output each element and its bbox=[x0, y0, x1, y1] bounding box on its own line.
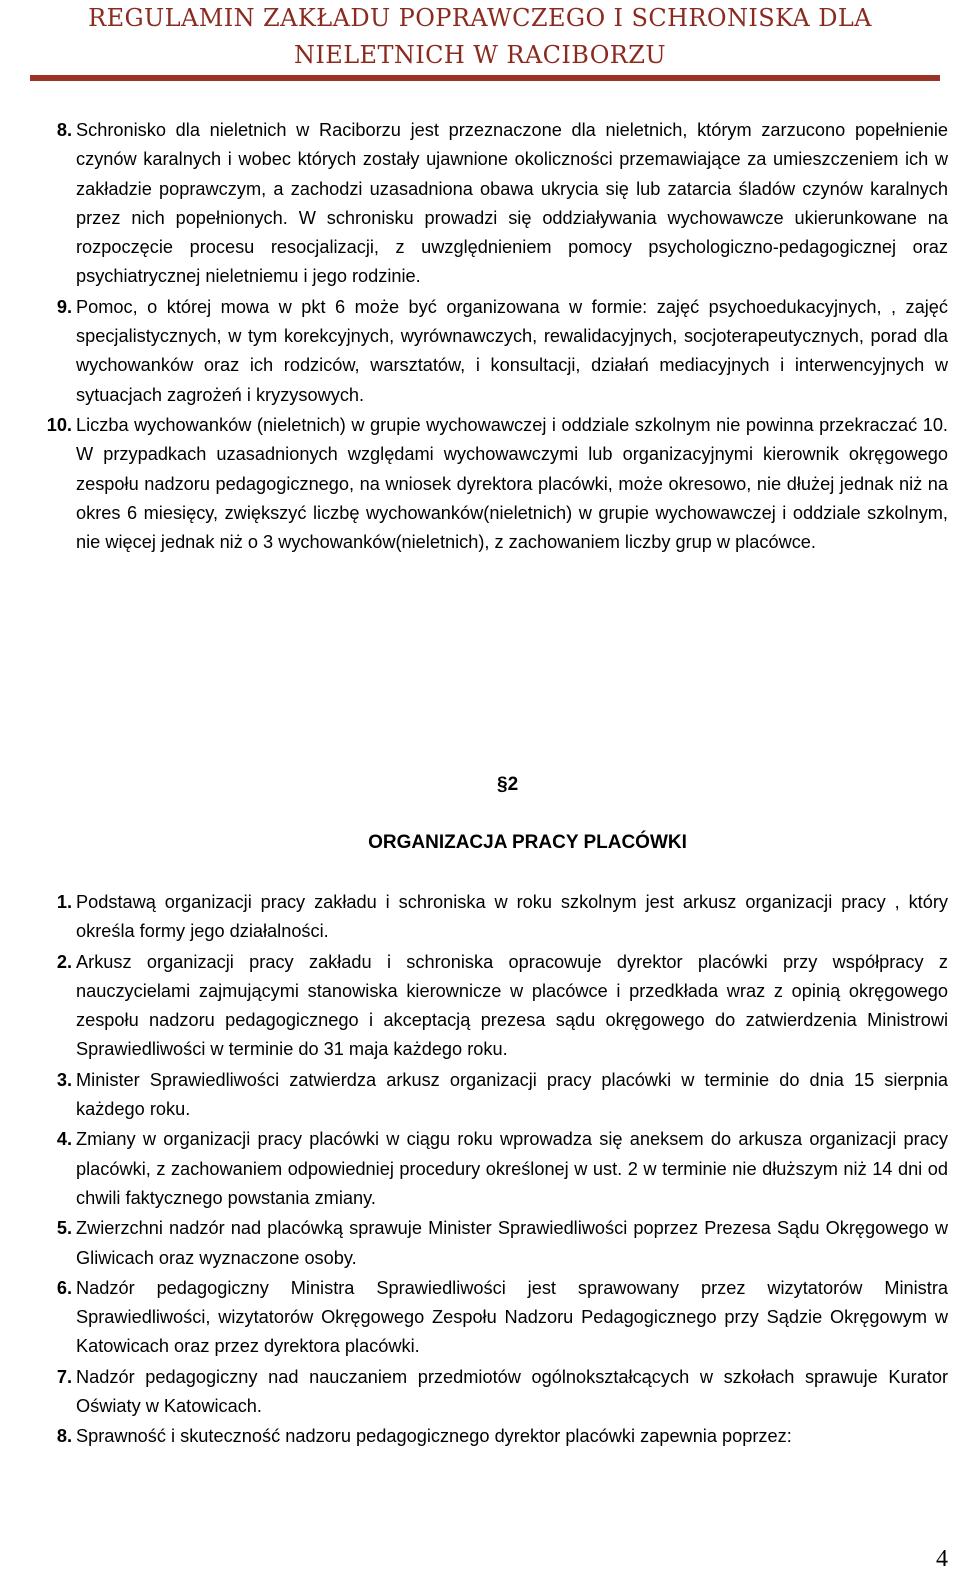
list-item-text: Schronisko dla nieletnich w Raciborzu jest przeznaczone dla nieletnich, którym zarzucono popełnienie czynów karalnych i wobec których zostały ujawnione okoliczności przemawiające za umieszczeniem ich w zakładzie poprawczym, a zachodzi uzasadniona obawa ukrycia się lub zatarcia śladów czynów karalnych przez nich popełnionych. W schronisku prowadzi się oddziaływania wychowawcze ukierunkowane na rozpoczęcie procesu resocjalizacji, z uwzględnieniem pomocy psychologiczno-pedagogicznej oraz psychiatrycznej nieletniemu i jego rodzinie. bbox=[76, 120, 948, 287]
page-number: 4 bbox=[936, 1546, 948, 1572]
list-item bbox=[36, 888, 948, 947]
list-item bbox=[36, 1363, 948, 1422]
list-item-number: 2. bbox=[56, 951, 72, 972]
list-item bbox=[36, 1422, 948, 1451]
list-item-number: 8. bbox=[56, 120, 72, 140]
list-item-text: Nadzór pedagogiczny nad nauczaniem przedmiotów ogólnokształcących w szkołach sprawuje Kurator Oświaty w Katowicach. bbox=[76, 1366, 948, 1417]
list-item-number: 7. bbox=[56, 1366, 72, 1387]
list-item-number: 9. bbox=[56, 296, 72, 317]
document-header bbox=[0, 0, 960, 74]
list-item-number: 10. bbox=[46, 414, 72, 435]
section-number: §2 bbox=[497, 774, 519, 795]
list-item-number: 4. bbox=[56, 1129, 72, 1150]
section-title: ORGANIZACJA PRACY PLACÓWKI bbox=[368, 832, 687, 853]
list-item-text: Minister Sprawiedliwości zatwierdza arkusz organizacji pracy placówki w terminie do dnia 15 sierpnia każdego roku. bbox=[76, 1069, 948, 1120]
section-1-list bbox=[36, 116, 948, 558]
header-title-line-1: REGULAMIN ZAKŁADU POPRAWCZEGO I SCHRONISKA DLA bbox=[88, 4, 872, 32]
list-item-text: Zwierzchni nadzór nad placówką sprawuje Minister Sprawiedliwości poprzez Prezesa Sądu Okręgowego w Gliwicach oraz wyznaczone osoby. bbox=[76, 1218, 948, 1268]
list-item-number: 6. bbox=[56, 1277, 72, 1298]
list-item-text: Zmiany w organizacji pracy placówki w ciągu roku wprowadza się aneksem do arkusza organizacji pracy placówki, z zachowaniem odpowiedniej procedury określonej w ust. 2 w terminie nie dłuższym niż 14 dni od chwili faktycznego powstania zmiany. bbox=[76, 1129, 948, 1208]
list-item-number: 3. bbox=[56, 1069, 72, 1090]
list-item-number: 1. bbox=[56, 892, 72, 912]
header-rule bbox=[30, 75, 940, 81]
list-item-number: 5. bbox=[56, 1218, 72, 1239]
list-item bbox=[36, 948, 948, 1065]
list-item bbox=[36, 411, 948, 557]
section-2-list bbox=[36, 888, 948, 1453]
list-item bbox=[36, 1125, 948, 1213]
list-item bbox=[36, 1274, 948, 1362]
list-item bbox=[36, 1066, 948, 1125]
list-item-text: Nadzór pedagogiczny Ministra Sprawiedliwości jest sprawowany przez wizytatorów Ministra Sprawiedliwości, wizytatorów Okręgowego Zespołu Nadzoru Pedagogicznego przy Sądzie Okręgowym w Katowicach oraz przez dyrektora placówki. bbox=[76, 1277, 948, 1357]
list-item-text: Pomoc, o której mowa w pkt 6 może być organizowana w formie: zajęć psychoedukacyjnych, , zajęć specjalistycznych, w tym korekcyjnych, wyrównawczych, rewalidacyjnych, socjoterapeutycznych, porad dla wychowanków oraz ich rodziców, warsztatów, i konsultacji, działań mediacyjnych i interwencyjnych w sytuacjach zagrożeń i kryzysowych. bbox=[76, 296, 948, 405]
header-title-line-2: NIELETNICH W RACIBORZU bbox=[294, 41, 666, 69]
list-item-text: Arkusz organizacji pracy zakładu i schroniska opracowuje dyrektor placówki przy współpracy z nauczycielami zajmującymi stanowiska kierownicze w placówce i przedkłada wraz z opinią okręgowego zespołu nadzoru pedagogicznego i akceptacją prezesa sądu okręgowego do zatwierdzenia Ministrowi Sprawiedliwości w terminie do 31 maja każdego roku. bbox=[76, 951, 948, 1060]
list-item bbox=[36, 116, 948, 292]
list-item-text: Podstawą organizacji pracy zakładu i schroniska w roku szkolnym jest arkusz organizacji pracy , który określa formy jego działalności. bbox=[76, 892, 948, 942]
list-item-text: Liczba wychowanków (nieletnich) w grupie wychowawczej i oddziale szkolnym nie powinna przekraczać 10. W przypadkach uzasadnionych względami wychowawczymi lub organizacyjnymi kierownik okręgowego zespołu nadzoru pedagogicznego, na wniosek dyrektora placówki, może okresowo, nie dłużej jednak niż na okres 6 miesięcy, zwiększyć liczbę wychowanków(nieletnich) w grupie wychowawczej i oddziale szkolnym, nie więcej jednak niż o 3 wychowanków(nieletnich), z zachowaniem liczby grup w placówce. bbox=[76, 414, 948, 553]
list-item bbox=[36, 293, 948, 410]
list-item-number: 8. bbox=[56, 1426, 72, 1447]
list-item bbox=[36, 1214, 948, 1273]
list-item-text: Sprawność i skuteczność nadzoru pedagogicznego dyrektor placówki zapewnia poprzez: bbox=[76, 1426, 792, 1447]
